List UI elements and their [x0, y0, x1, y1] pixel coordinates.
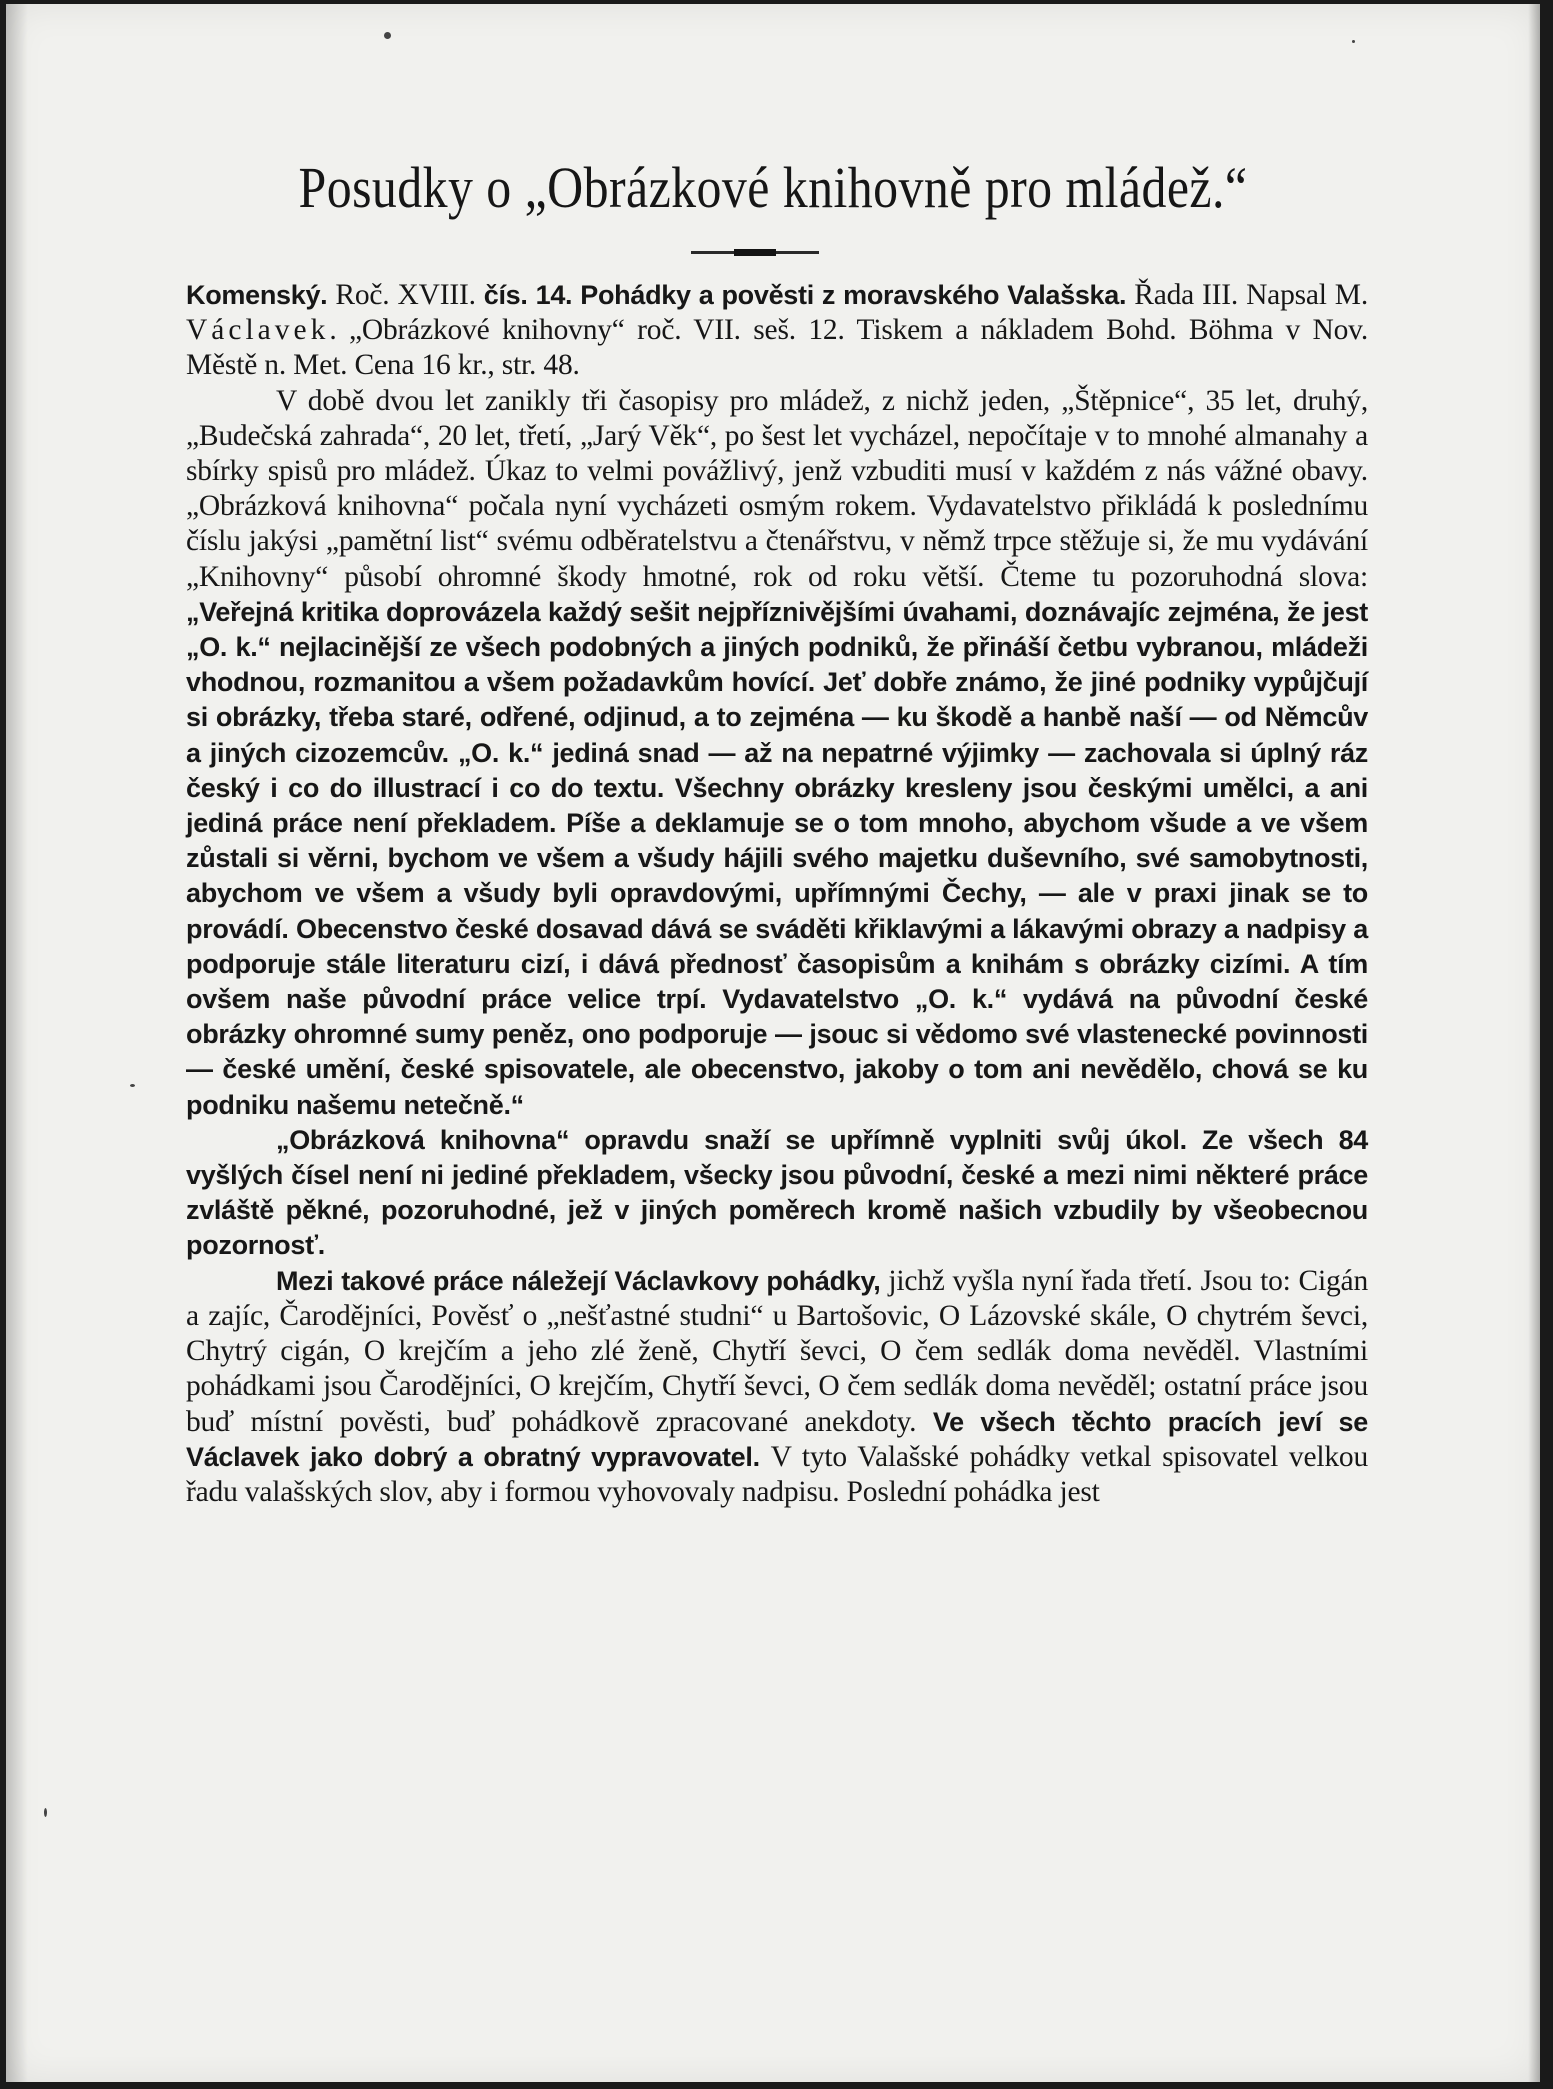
paragraph	[186, 1264, 1368, 1510]
paragraph	[186, 1123, 1368, 1264]
text-segment: Václavek	[186, 314, 330, 347]
text-segment: jichž vyšla nyní řada třetí. Jsou to: Cigán a zajíc, Čarodějníci, Pověsť o „nešťastné studni“ u Bartošovic, O Lázovské skále, O chytrém ševci, Chytrý cigán, O krejčím a jeho zlé ženě, Chytří ševci, O čem sedlák doma nevěděl. Vlastními pohádkami jsou Čarodějníci, O krejčím, Chytří ševci, O čem sedlák doma nevěděl; ostatní práce jsou buď místní pověsti, buď pohádkově zpracované anekdoty.	[186, 1264, 1368, 1438]
title-divider-center	[734, 249, 776, 256]
bold-text-segment: Komenský.	[186, 280, 336, 310]
page-shadow-left	[6, 4, 28, 2082]
page-title: Posudky o „Obrázkové knihovně pro mládež.“	[298, 155, 1248, 220]
scan-speck	[44, 1808, 47, 1817]
text-segment: Roč. XVIII.	[335, 279, 484, 311]
text-segment: V tyto Valašské pohádky vetkal spisovatel velkou řadu valašských slov, aby i formou vyhovovaly nadpisu. Poslední pohádka jest	[186, 1440, 1368, 1508]
bold-text-segment: „Veřejná kritika doprovázela každý sešit nejpříznivějšími úvahami, doznávajíc zejména, že jest „O. k.“ nejlacinější ze všech podobných a jiných podniků, že přináší četbu vybranou, mládeži vhodnou, rozmanitou a všem požadavkům hovící. Jeť dobře známo, že jiné podniky vypůjčují si obrázky, třeba staré, odřené, odjinud, a to zejména — ku škodě a hanbě naší — od Němcův a jiných cizozemcův. „O. k.“ jediná snad — až na nepatrné výjimky — zachovala si úplný ráz český i co do illustrací i co do textu. Všechny obrázky kresleny jsou českými umělci, a ani jediná práce není překladem. Píše a deklamuje se o tom mnoho, abychom všude a ve všem zůstali si věrni, bychom ve všem a všudy hájili svého majetku duševního, své samobytnosti, abychom ve všem a všudy byli opravdovými, upřímnými Čechy, — ale v praxi jinak se to provádí. Obecenstvo české dosavad dává se sváděti křiklavými a lákavými obrazy a nadpisy a podporuje stále literaturu cizí, i dává přednosť časopisům a knihám s obrázky cizími. A tím ovšem naše původní práce velice trpí. Vydavatelstvo „O. k.“ vydává na původní české obrázky ohromné sumy peněz, ono podporuje — jsouc si vědomo své vlastenecké povinnosti — české umění, české spisovatele, ale obecenstvo, jakoby o tom ani nevědělo, chová se ku podniku našemu netečně.“	[186, 596, 1368, 1120]
paragraph	[186, 384, 1368, 1123]
text-segment: Řada III. Napsal M.	[1134, 279, 1369, 311]
text-segment: V době dvou let zanikly tři časopisy pro mládež, z nichž jeden, „Štěpnice“, 35 let, druhý, „Budečská zahrada“, 20 let, třetí, „Jarý Věk“, po šest let vycházel, nepočítaje v to mnohé almanahy a sbírky spisů pro mládež. Úkaz to velmi povážlivý, jenž vzbuditi musí v každém z nás vážné obavy. „Obrázková knihovna“ počala nyní vycházeti osmým rokem. Vydavatelstvo přikládá k poslednímu číslu jakýsi „pamětní list“ svému odběratelstvu a čtenářstvu, v němž trpce stěžuje si, že mu vydávání „Knihovny“ působí ohromné škody hmotné, rok od roku větší. Čteme tu pozoruhodná slova:	[186, 384, 1368, 593]
page-shadow-right	[1528, 4, 1540, 2082]
scan-speck	[130, 1084, 135, 1087]
text-segment: . „Obrázkové knihovny“ roč. VII. seš. 12. Tiskem a nákladem Bohd. Böhma v Nov. Městě n. Met. Cena 16 kr., str. 48.	[186, 314, 1368, 382]
bold-text-segment: „Obrázková knihovna“ opravdu snaží se upřímně vyplniti svůj úkol. Ze všech 84 vyšlých čísel není ni jediné překladem, všecky jsou původní, české a mezi nimi některé práce zvláště pěkné, pozoruhodné, jež v jiných poměrech kromě našich vzbudily by všeobecnou pozornosť.	[186, 1124, 1368, 1261]
bold-text-segment: Mezi takové práce náležejí Václavkovy pohádky,	[276, 1265, 889, 1296]
article-body	[186, 278, 1368, 1510]
bold-text-segment: čís. 14. Pohádky a pověsti z moravského Valašska.	[483, 280, 1135, 310]
scan-speck	[1352, 40, 1355, 43]
bold-text-segment: Ve všech těchto pracích jeví se Václavek jako dobrý a obratný vypravovatel.	[186, 1406, 1368, 1472]
scanned-page	[6, 4, 1540, 2082]
paragraph	[186, 278, 1368, 384]
scan-speck	[384, 32, 391, 39]
